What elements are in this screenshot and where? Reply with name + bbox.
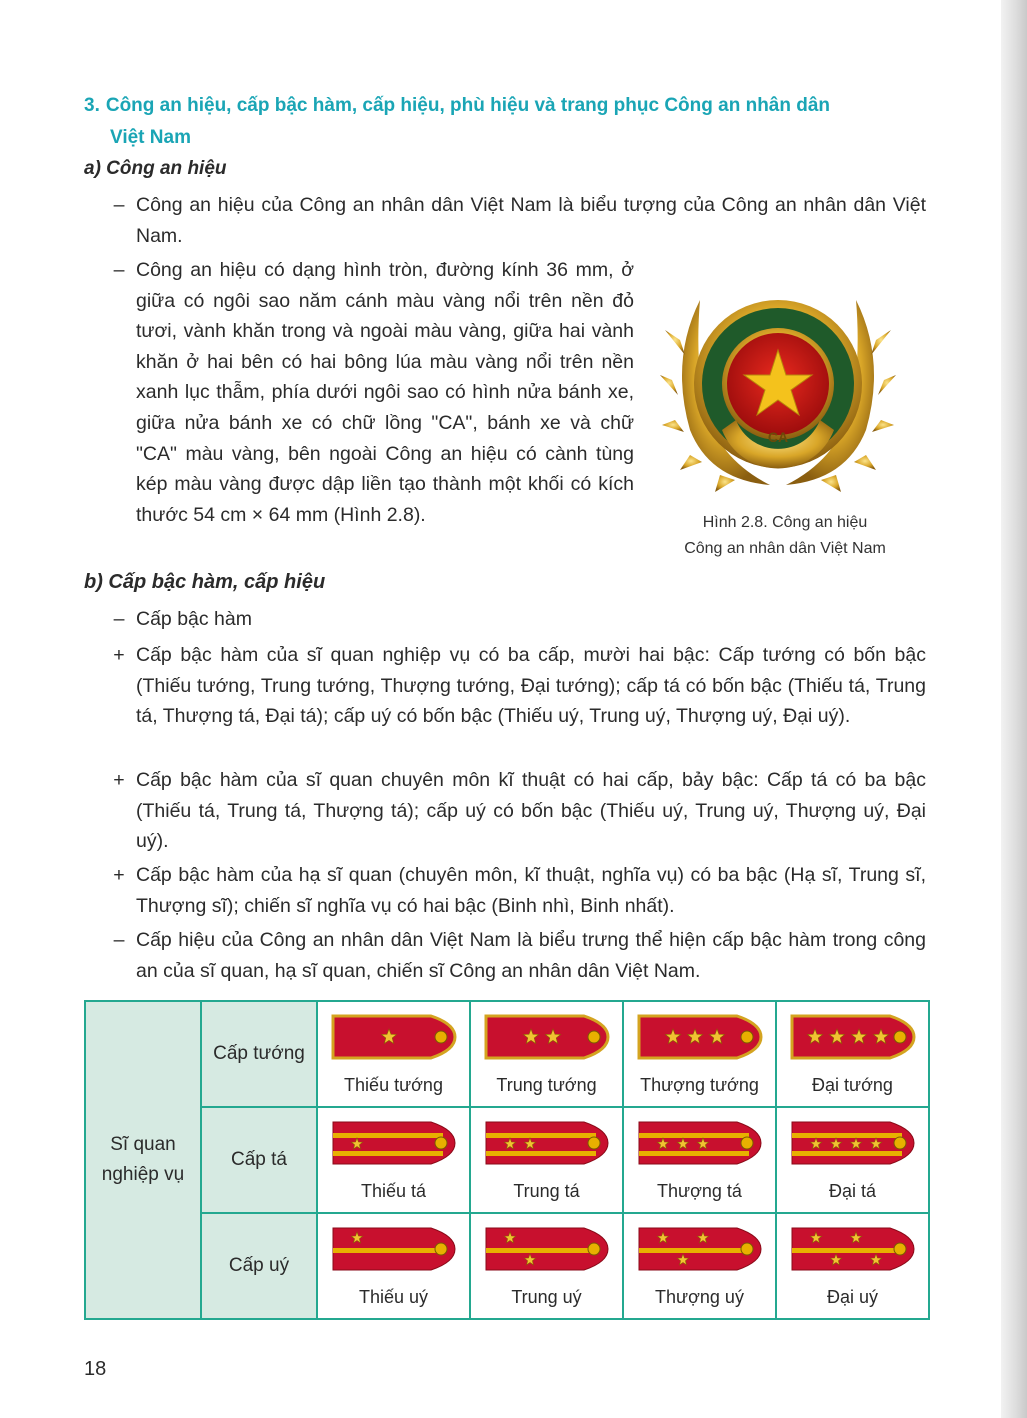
- dash-marker: –: [113, 929, 125, 951]
- board-stripe: [792, 1248, 902, 1253]
- board-button: [894, 1137, 906, 1149]
- board-button: [741, 1243, 753, 1255]
- rank-cell: [317, 1107, 470, 1213]
- item-rank-heading: [113, 604, 926, 635]
- emblem-ca-letters: CA: [767, 429, 789, 445]
- section-number: 3.: [84, 95, 100, 116]
- board-button: [741, 1031, 753, 1043]
- shoulder-board-image: [790, 1224, 916, 1274]
- shoulder-board-image: [484, 1224, 610, 1274]
- rank-name: Trung tá: [513, 1181, 580, 1201]
- rank-table-body: [85, 1001, 929, 1319]
- rank-name: Thượng tướng: [640, 1075, 759, 1095]
- board-button: [588, 1137, 600, 1149]
- rank-insignia-table: [84, 1000, 930, 1320]
- rank-name: Thiếu tướng: [344, 1075, 443, 1095]
- caption-line1: Hình 2.8. Công an hiệu: [702, 514, 868, 531]
- shoulder-board: [777, 1214, 928, 1284]
- dash-marker: –: [113, 259, 125, 281]
- rank-name: Trung uý: [511, 1287, 582, 1307]
- rank-name: Thiếu tá: [360, 1181, 427, 1201]
- shoulder-board: [471, 1108, 622, 1178]
- board-stripe: [639, 1151, 749, 1156]
- board-stripe: [639, 1133, 749, 1138]
- rank-name: Đại tướng: [812, 1075, 893, 1095]
- rank-name: Đại uý: [826, 1287, 879, 1307]
- item-insignia-definition: [113, 925, 926, 986]
- shoulder-board-image: [331, 1118, 457, 1168]
- board-button: [435, 1137, 447, 1149]
- shoulder-board: [471, 1214, 622, 1284]
- section-title-line1: Công an hiệu, cấp bậc hàm, cấp hiệu, phù hiệu và trang phục Công an nhân dân: [105, 95, 831, 116]
- subsection-b-title: b) Cấp bậc hàm, cấp hiệu: [84, 571, 326, 593]
- paragraph-text: Cấp bậc hàm của sĩ quan chuyên môn kĩ thuật có hai cấp, bảy bậc: Cấp tá có ba bậc (Thiếu tá, Trung tá, Thượng tá); cấp uý có bốn bậc (Thiếu uý, Trung uý, Thượng uý, Đại uý).: [136, 769, 926, 852]
- caption-line2: Công an nhân dân Việt Nam: [684, 540, 886, 557]
- shoulder-board: [318, 1108, 469, 1178]
- board-button: [435, 1031, 447, 1043]
- page-edge: [1001, 0, 1027, 1418]
- paragraph-emblem-definition: [113, 190, 926, 251]
- board-stripe: [486, 1151, 596, 1156]
- board-button: [588, 1243, 600, 1255]
- plus-marker: +: [113, 644, 125, 666]
- board-stripe: [333, 1248, 443, 1253]
- shoulder-board: [471, 1002, 622, 1072]
- dash-marker: –: [113, 194, 125, 216]
- tier-row: [85, 1107, 929, 1213]
- tier-cell: Cấp tá: [201, 1107, 317, 1213]
- board-stripe: [486, 1133, 596, 1138]
- rank-name: Thượng uý: [655, 1287, 744, 1307]
- board-button: [435, 1243, 447, 1255]
- paragraph-text: Cấp bậc hàm của hạ sĩ quan (chuyên môn, kĩ thuật, nghĩa vụ) có ba bậc (Hạ sĩ, Trung sĩ, Thượng sĩ); chiến sĩ nghĩa vụ có hai bậc (Binh nhì, Binh nhất).: [136, 864, 926, 917]
- plus-marker: +: [113, 864, 125, 886]
- board-button: [894, 1031, 906, 1043]
- section-heading: [84, 90, 934, 154]
- rank-name: Thượng tá: [657, 1181, 742, 1201]
- board-stripe: [792, 1133, 902, 1138]
- paragraph-text: Cấp hiệu của Công an nhân dân Việt Nam là biểu trưng thể hiện cấp bậc hàm trong công an của sĩ quan, hạ sĩ quan, chiến sĩ Công an nhân dân Việt Nam.: [136, 929, 926, 982]
- board-stripe: [792, 1151, 902, 1156]
- rank-cell: [470, 1213, 623, 1319]
- figure-caption: [660, 510, 910, 562]
- shoulder-board-image: [790, 1012, 916, 1062]
- board-stripe: [486, 1248, 596, 1253]
- section-title-line2: Việt Nam: [110, 127, 191, 148]
- shoulder-board-image: [484, 1012, 610, 1062]
- board-stripe: [639, 1248, 749, 1253]
- rank-cell: [470, 1107, 623, 1213]
- paragraph-text: Công an hiệu của Công an nhân dân Việt Nam là biểu tượng của Công an nhân dân Việt Nam.: [136, 194, 926, 247]
- group-cell: Sĩ quan nghiệp vụ: [85, 1001, 201, 1319]
- dash-marker: –: [113, 608, 125, 630]
- tier-cell: Cấp uý: [201, 1213, 317, 1319]
- board-stripe: [333, 1133, 443, 1138]
- rank-name: Thiếu uý: [358, 1287, 429, 1307]
- subsection-a-title: a) Công an hiệu: [84, 158, 227, 179]
- rank-cell: [776, 1213, 929, 1319]
- shoulder-board-image: [331, 1012, 457, 1062]
- shoulder-board: [777, 1108, 928, 1178]
- shoulder-board: [777, 1002, 928, 1072]
- paragraph-text: Cấp bậc hàm: [136, 608, 252, 630]
- shoulder-board: [624, 1214, 775, 1284]
- tier-row: [85, 1001, 929, 1107]
- shoulder-board-image: [331, 1224, 457, 1274]
- shoulder-board: [624, 1002, 775, 1072]
- rank-cell: [470, 1001, 623, 1107]
- shoulder-board: [318, 1214, 469, 1284]
- tier-cell: Cấp tướng: [201, 1001, 317, 1107]
- tier-row: [85, 1213, 929, 1319]
- shoulder-board-image: [637, 1012, 763, 1062]
- shoulder-board-image: [484, 1118, 610, 1168]
- item-nco-ranks: [113, 860, 926, 921]
- rank-cell: [623, 1213, 776, 1319]
- shoulder-board: [624, 1108, 775, 1178]
- plus-marker: +: [113, 769, 125, 791]
- police-emblem-image: [660, 280, 896, 502]
- paragraph-text: Cấp bậc hàm của sĩ quan nghiệp vụ có ba cấp, mười hai bậc: Cấp tướng có bốn bậc (Thiếu tướng, Trung tướng, Thượng tướng, Đại tướng); cấp tá có bốn bậc (Thiếu tá, Trung tá, Thượng tá, Đại tá); cấp uý có bốn bậc (Thiếu uý, Trung uý, Thượng uý, Đại uý).: [136, 644, 926, 727]
- rank-cell: [776, 1001, 929, 1107]
- rank-name: Trung tướng: [496, 1075, 597, 1095]
- rank-cell: [317, 1001, 470, 1107]
- rank-cell: [623, 1107, 776, 1213]
- board-button: [894, 1243, 906, 1255]
- rank-cell: [776, 1107, 929, 1213]
- shoulder-board-image: [790, 1118, 916, 1168]
- shoulder-board-image: [637, 1118, 763, 1168]
- board-stripe: [333, 1151, 443, 1156]
- rank-name: Đại tá: [828, 1181, 877, 1201]
- item-technical-officers: [113, 765, 926, 857]
- rank-cell: [317, 1213, 470, 1319]
- board-button: [588, 1031, 600, 1043]
- board-button: [741, 1137, 753, 1149]
- rank-cell: [623, 1001, 776, 1107]
- page-number: 18: [84, 1358, 107, 1380]
- shoulder-board: [318, 1002, 469, 1072]
- item-professional-officers: [113, 640, 926, 732]
- paragraph-emblem-description: [113, 255, 634, 530]
- paragraph-text: Công an hiệu có dạng hình tròn, đường kính 36 mm, ở giữa có ngôi sao năm cánh màu vàng nổi trên nền đỏ tươi, vành khăn trong và ngoài màu vàng, giữa hai vành khăn ở hai bên có hai bông lúa màu vàng nổi trên nền xanh lục thẫm, phía dưới ngôi sao có hình nửa bánh xe, giữa nửa bánh xe có chữ lồng "CA", bánh xe và chữ "CA" màu vàng, bên ngoài Công an hiệu có cành tùng kép màu vàng được dập liền tạo thành một khối có kích thước 54 cm × 64 mm (Hình 2.8).: [136, 259, 634, 526]
- shoulder-board-image: [637, 1224, 763, 1274]
